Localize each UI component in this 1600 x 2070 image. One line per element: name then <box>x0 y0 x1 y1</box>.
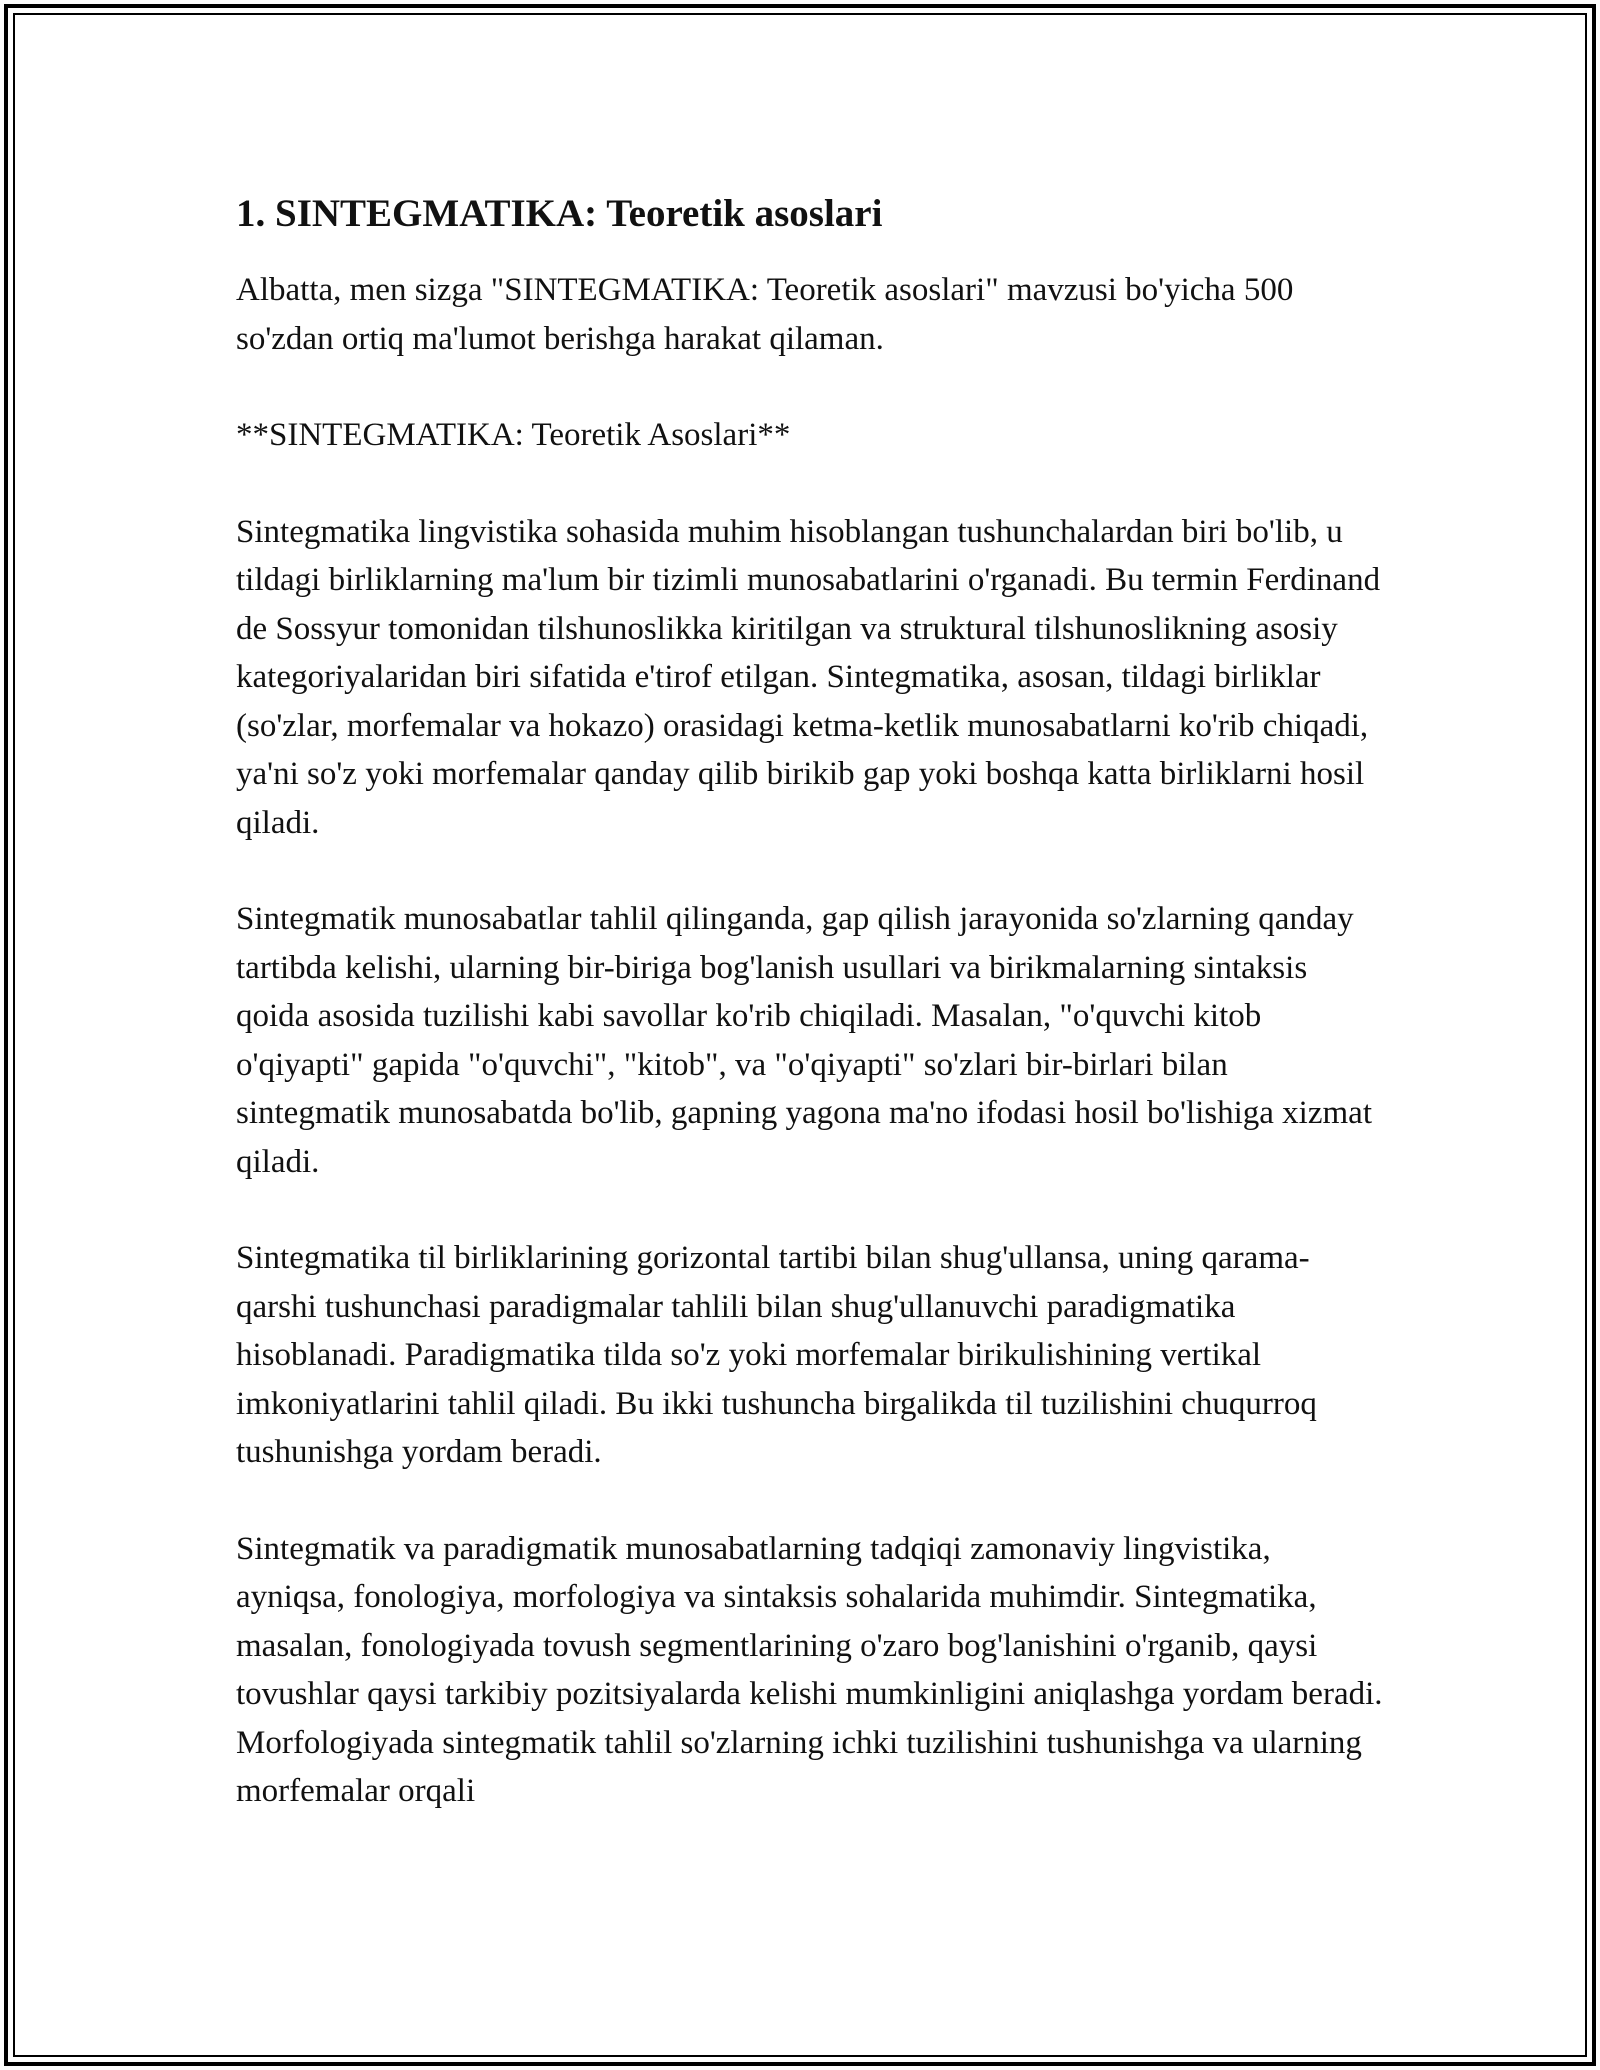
paragraph-definition: Sintegmatika lingvistika sohasida muhim hisoblangan tushunchalardan biri bo'lib, u tildagi birliklarning ma'lum bir tizimli munosabatlarini o'rganadi. Bu termin Ferdinand de Sossyur tomonidan tilshunoslikka kiritilgan va struktural tilshunoslikning asosiy kategoriyalaridan biri sifatida e'tirof etilgan. Sintegmatika, asosan, tildagi birliklar (so'zlar, morfemalar va hokazo) orasidagi ketma-ketlik munosabatlarni ko'rib chiqadi, ya'ni so'z yoki morfemalar qanday qilib birikib gap yoki boshqa katta birliklarni hosil qiladi. <box>236 513 1381 841</box>
document-body <box>236 186 1386 1864</box>
paragraph-research: Sintegmatik va paradigmatik munosabatlarning tadqiqi zamonaviy lingvistika, ayniqsa, fonologiya, morfologiya va sintaksis sohalarida muhimdir. Sintegmatika, masalan, fonologiyada tovush segmentlarining o'zaro bog'lanishini o'rganib, qaysi tovushlar qaysi tarkibiy pozitsiyalarda kelishi mumkinligini aniqlashga yordam beradi. Morfologiyada sintegmatik tahlil so'zlarning ichki tuzilishini tushunishga va ularning morfemalar orqali <box>236 1530 1383 1809</box>
paragraph-subtitle: **SINTEGMATIKA: Teoretik Asoslari** <box>236 417 791 453</box>
section-heading: 1. SINTEGMATIKA: Teoretik asoslari <box>236 192 883 235</box>
paragraph-paradigmatics: Sintegmatika til birliklarining gorizontal tartibi bilan shug'ullansa, uning qarama-qarshi tushunchasi paradigmalar tahlili bilan shug'ullanuvchi paradigmatika hisoblanadi. Paradigmatika tilda so'z yoki morfemalar birikulishining vertikal imkoniyatlarini tahlil qiladi. Bu ikki tushuncha birgalikda til tuzilishini chuqurroq tushunishga yordam beradi. <box>236 1240 1317 1470</box>
paragraph-relations: Sintegmatik munosabatlar tahlil qilinganda, gap qilish jarayonida so'zlarning qanday tartibda kelishi, ularning bir-biriga bog'lanish usullari va birikmalarning sintaksis qoida asosida tuzilishi kabi savollar ko'rib chiqiladi. Masalan, "o'quvchi kitob o'qiyapti" gapida "o'quvchi", "kitob", va "o'qiyapti" so'zlari bir-birlari bilan sintegmatik munosabatda bo'lib, gapning yagona ma'no ifodasi hosil bo'lishiga xizmat qiladi. <box>236 901 1372 1180</box>
paragraph-intro: Albatta, men sizga "SINTEGMATIKA: Teoretik asoslari" mavzusi bo'yicha 500 so'zdan ortiq ma'lumot berishga harakat qilaman. <box>236 272 1294 357</box>
